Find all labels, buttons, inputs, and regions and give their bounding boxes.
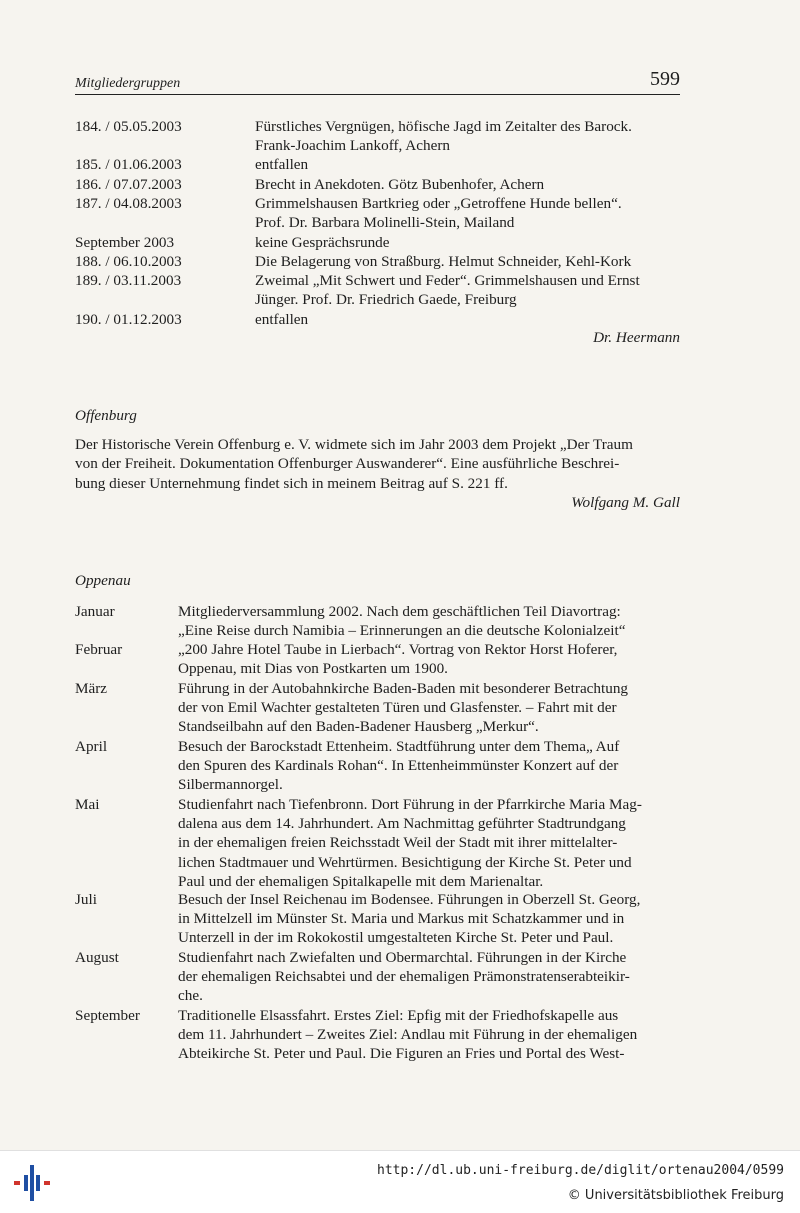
event-row — [75, 948, 680, 1006]
schedule-description: keine Gesprächsrunde — [255, 234, 390, 251]
library-logo-icon — [10, 1163, 54, 1203]
schedule-description: Die Belagerung von Straßburg. Helmut Schneider, Kehl-Kork — [255, 253, 632, 270]
event-month: Juli — [75, 891, 97, 908]
author-signature: Dr. Heermann — [593, 329, 680, 346]
event-description: „200 Jahre Hotel Taube in Lierbach“. Vortrag von Rektor Horst Hoferer, Oppenau, mit Dias von Postkarten um 1900. — [178, 641, 618, 678]
schedule-date: 187. / 04.08.2003 — [75, 195, 182, 212]
event-row — [75, 679, 680, 737]
event-row — [75, 640, 680, 678]
schedule-description: Grimmelshausen Bartkrieg oder „Getroffene Hunde bellen“. Prof. Dr. Barbara Molinelli-Stein, Mailand — [255, 195, 622, 232]
event-month: August — [75, 949, 119, 966]
schedule-row — [75, 252, 680, 271]
schedule-date: 186. / 07.07.2003 — [75, 176, 182, 193]
event-description: Studienfahrt nach Tiefenbronn. Dort Führung in der Pfarrkirche Maria Mag- dalena aus dem 14. Jahrhundert. Am Nachmittag geführter Stadtrundgang in der ehemaligen freien Reichsstadt Weil der Stadt mit ihrer mittelalter- lichen Stadtmauer und Wehrtürmen. Besichtigung der Kirche St. Peter und Paul und der ehemaligen Spitalkapelle mit dem Marienaltar. — [178, 796, 642, 890]
schedule-date: 185. / 01.06.2003 — [75, 156, 182, 173]
library-footer — [0, 1150, 800, 1213]
offenburg-paragraph: Der Historische Verein Offenburg e. V. widmete sich im Jahr 2003 dem Projekt „Der Traum von der Freiheit. Dokumentation Offenburger Auswanderer“. Eine ausführliche Beschrei- bung dieser Unternehmung findet sich in meinem Beitrag auf S. 221 ff. — [75, 436, 633, 492]
event-month: März — [75, 680, 108, 697]
event-description: Führung in der Autobahnkirche Baden-Baden mit besonderer Betrachtung der von Emil Wachter gestalteten Türen und Glasfenster. – Fahrt mit der Standseilbahn auf den Baden-Badener Hausberg „Merkur“. — [178, 680, 629, 736]
event-description: Mitgliederversammlung 2002. Nach dem geschäftlichen Teil Diavortrag: „Eine Reise durch Namibia – Erinnerungen an die deutsche Kolonialzeit“ — [178, 603, 626, 640]
schedule-row — [75, 194, 680, 232]
schedule-description: Zweimal „Mit Schwert und Feder“. Grimmelshausen und Ernst Jünger. Prof. Dr. Friedrich Gaede, Freiburg — [255, 272, 640, 309]
event-row — [75, 890, 680, 948]
schedule-row — [75, 155, 680, 174]
schedule-description: entfallen — [255, 311, 309, 328]
event-description: Studienfahrt nach Zwiefalten und Obermarchtal. Führungen in der Kirche der ehemaligen Reichsabtei und der ehemaligen Prämonstratenserabteikir- che. — [178, 949, 630, 1005]
event-description: Besuch der Barockstadt Ettenheim. Stadtführung unter dem Thema„ Auf den Spuren des Kardinals Rohan“. In Ettenheimmünster Konzert auf der Silbermannorgel. — [178, 738, 620, 794]
schedule-row — [75, 175, 680, 194]
event-month: April — [75, 738, 108, 755]
schedule-description: entfallen — [255, 156, 309, 173]
schedule-description: Brecht in Anekdoten. Götz Bubenhofer, Achern — [255, 176, 545, 193]
event-month: Februar — [75, 641, 123, 658]
schedule-row — [75, 233, 680, 252]
copyright-text: © Universitätsbibliothek Freiburg — [567, 1188, 784, 1203]
event-month: September — [75, 1007, 140, 1024]
section-title-offenburg: Offenburg — [75, 407, 137, 424]
schedule-row — [75, 271, 680, 309]
event-row — [75, 737, 680, 795]
event-description: Besuch der Insel Reichenau im Bodensee. Führungen in Oberzell St. Georg, in Mittelzell im Münster St. Maria und Markus mit Schatzkammer und in Unterzell in der im Rokokostil umgestalteten Kirche St. Peter und Paul. — [178, 891, 641, 947]
event-row — [75, 602, 680, 640]
schedule-row — [75, 117, 680, 155]
source-url-link[interactable]: http://dl.ub.uni-freiburg.de/diglit/ortenau2004/0599 — [377, 1163, 784, 1178]
schedule-description: Fürstliches Vergnügen, höfische Jagd im Zeitalter des Barock. Frank-Joachim Lankoff, Achern — [255, 118, 632, 155]
event-description: Traditionelle Elsassfahrt. Erstes Ziel: Epfig mit der Friedhofskapelle aus dem 11. Jahrhundert – Zweites Ziel: Andlau mit Führung in der ehemaligen Abteikirche St. Peter und Paul. Die Figuren an Fries und Portal des West- — [178, 1007, 638, 1063]
section-title-oppenau: Oppenau — [75, 572, 131, 589]
event-month: Januar — [75, 603, 115, 620]
schedule-date: 184. / 05.05.2003 — [75, 118, 182, 135]
header-rule — [75, 94, 680, 95]
event-row — [75, 1006, 680, 1064]
event-month: Mai — [75, 796, 100, 813]
schedule-date: 190. / 01.12.2003 — [75, 311, 182, 328]
event-row — [75, 795, 680, 891]
schedule-date: 189. / 03.11.2003 — [75, 272, 182, 289]
schedule-date: 188. / 06.10.2003 — [75, 253, 182, 270]
schedule-row — [75, 310, 680, 329]
running-header-title: Mitgliedergruppen — [75, 76, 181, 91]
schedule-date: September 2003 — [75, 234, 175, 251]
page-number: 599 — [650, 68, 680, 90]
author-signature: Wolfgang M. Gall — [571, 494, 680, 511]
